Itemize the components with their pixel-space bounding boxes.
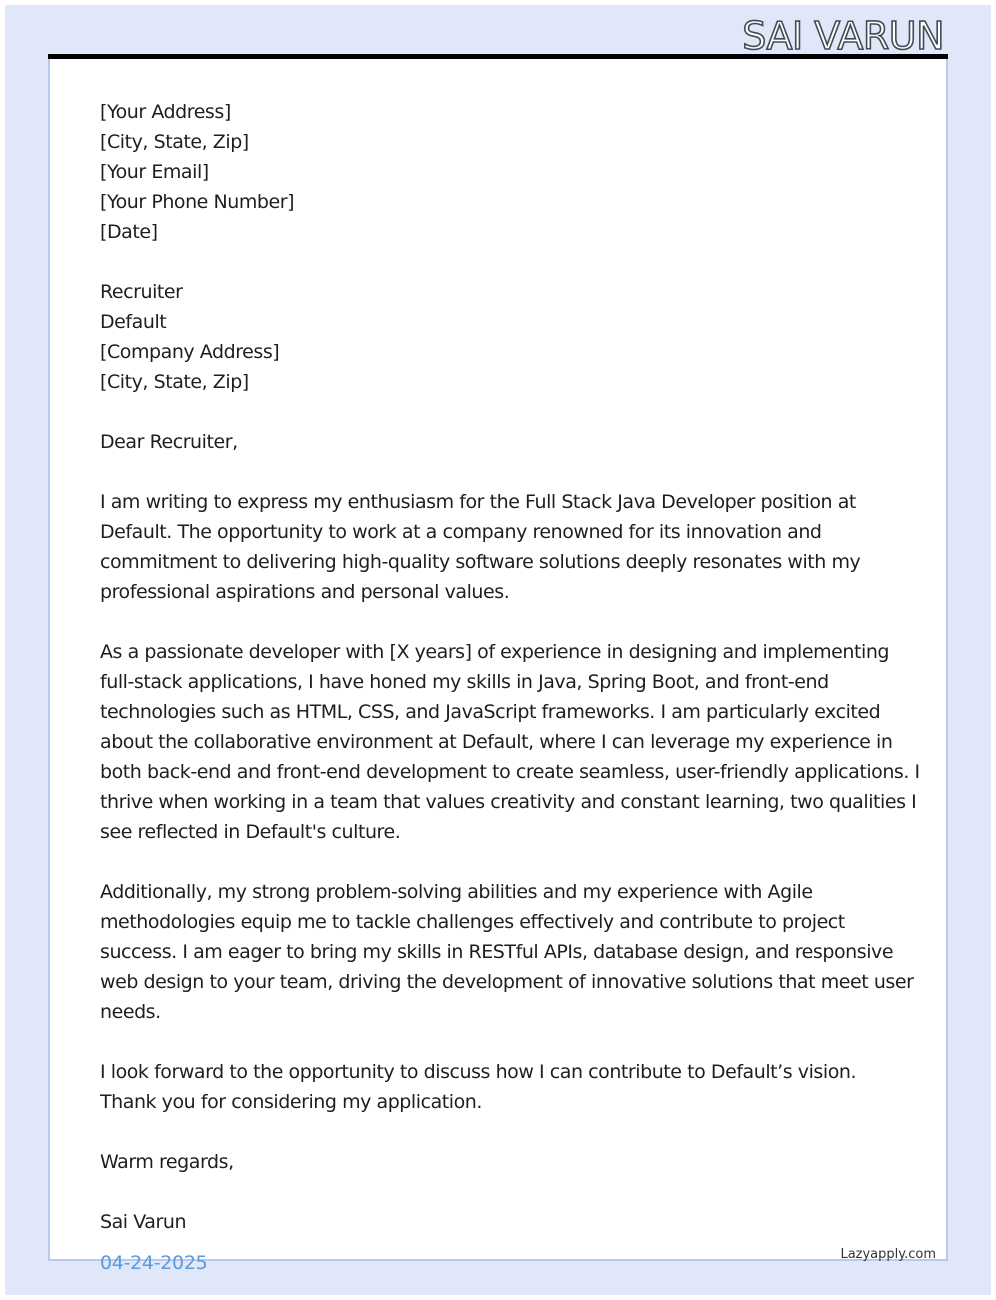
paragraph-line: Additionally, my strong problem-solving abilities and my experience with Agile [100,881,813,903]
spacer [100,457,900,487]
sender-phone-line: [Your Phone Number] [100,191,295,213]
sender-address-line: [Your Address] [100,101,231,123]
paragraph-line: needs. [100,1001,161,1023]
paragraph-line: both back-end and front-end development to create seamless, user-friendly applications. I [100,761,920,783]
sender-address-block [100,97,900,247]
recipient-address-line: [Company Address] [100,341,280,363]
body-paragraph-1 [100,487,900,607]
footer-date: 04-24-2025 [100,1252,208,1274]
paragraph-line: full-stack applications, I have honed my skills in Java, Spring Boot, and front-end [100,671,829,693]
sender-city-line: [City, State, Zip] [100,131,249,153]
paragraph-line: commitment to delivering high-quality software solutions deeply resonates with my [100,551,861,573]
paragraph-line: about the collaborative environment at Default, where I can leverage my experience in [100,731,893,753]
recipient-company-line: Default [100,311,167,333]
footer-brand: Lazyapply.com [840,1247,936,1262]
body-paragraph-2 [100,637,920,847]
sender-date-line: [Date] [100,221,158,243]
sender-email-line: [Your Email] [100,161,209,183]
recipient-title-line: Recruiter [100,281,183,303]
spacer [100,397,900,427]
paragraph-line: professional aspirations and personal values. [100,581,510,603]
paragraph-line: success. I am eager to bring my skills in RESTful APIs, database design, and responsive [100,941,894,963]
paragraph-line: technologies such as HTML, CSS, and JavaScript frameworks. I am particularly excited [100,701,881,723]
body-paragraph-4 [100,1057,900,1117]
spacer [100,1027,900,1057]
body-paragraph-3 [100,877,914,1027]
paragraph-line: see reflected in Default's culture. [100,821,401,843]
spacer [100,247,900,277]
signature: Sai Varun [100,1211,187,1233]
salutation: Dear Recruiter, [100,431,238,453]
paragraph-line: I am writing to express my enthusiasm for the Full Stack Java Developer position at [100,491,856,513]
closing: Warm regards, [100,1151,234,1173]
spacer [100,607,900,637]
paragraph-line: web design to your team, driving the development of innovative solutions that meet user [100,971,914,993]
spacer [100,1177,900,1207]
paragraph-line: Default. The opportunity to work at a company renowned for its innovation and [100,521,822,543]
recipient-city-line: [City, State, Zip] [100,371,249,393]
sender-name-header: SAI VARUN [742,14,944,58]
cover-letter-body [100,97,920,1237]
paragraph-line: methodologies equip me to tackle challenges effectively and contribute to project [100,911,845,933]
paragraph-line: Thank you for considering my application. [100,1091,482,1113]
paragraph-line: I look forward to the opportunity to discuss how I can contribute to Default’s vision. [100,1061,857,1083]
paragraph-line: As a passionate developer with [X years] of experience in designing and implementing [100,641,890,663]
spacer [100,847,900,877]
spacer [100,1117,900,1147]
paragraph-line: thrive when working in a team that values creativity and constant learning, two qualities I [100,791,917,813]
recipient-address-block [100,277,900,397]
